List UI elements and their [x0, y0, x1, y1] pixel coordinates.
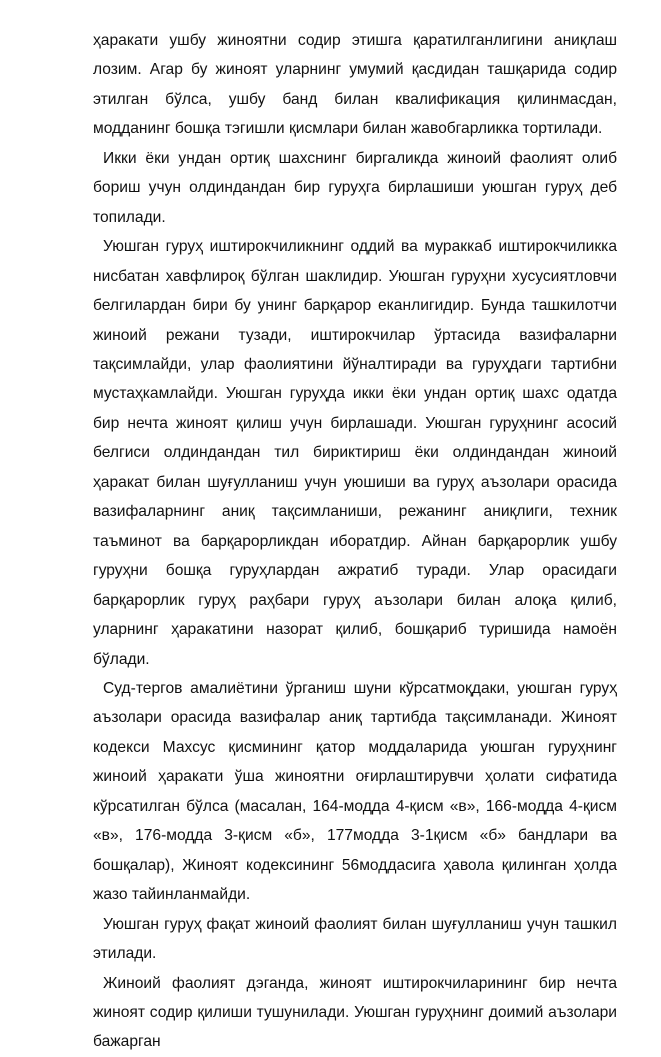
paragraph-3: Уюшган гуруҳ иштирокчиликнинг оддий ва мураккаб иштирокчиликка нисбатан хавфлироқ бўлган шаклидир. Уюшган гуруҳни хусусиятловчи белгилардан бири бу унинг барқарор еканлигидир. Бунда ташкилотчи жиноий режани тузади, иштирокчилар ўртасида вазифаларни тақсимлайди, улар фаолиятини йўналтиради ва гуруҳдаги тартибни мустаҳкамлайди. Уюшган гуруҳда икки ёки ундан ортиқ шахс одатда бир нечта жиноят қилиш учун бирлашади. Уюшган гуруҳнинг асосий белгиси олдиндандан тил бириктириш ёки олдиндандан жиноий ҳаракат билан шуғулланиш учун уюшиши ва гуруҳ аъзолари орасида вазифаларнинг аниқ тақсимланиши, режанинг аниқлиги, техник таъминот ва барқарорликдан иборатдир. Айнан барқарорлик ушбу гуруҳни бошқа гуруҳлардан ажратиб туради. Улар орасидаги барқарорлик гуруҳ раҳбари гуруҳ аъзолари билан алоқа қилиб, уларнинг ҳаракатини назорат қилиб, бошқариб туришида намоён бўлади.	[93, 238, 617, 668]
paragraph-1: ҳаракати ушбу жиноятни содир этишга қаратилганлигини аниқлаш лозим. Агар бу жиноят уларнинг умумий қасдидан ташқарида содир этилган бўлса, ушбу банд билан квалификация қилинмасдан, модданинг бошқа тэгишли қисмлари билан жавобгарликка тортилади.	[93, 32, 617, 138]
paragraph-2: Икки ёки ундан ортиқ шахснинг биргаликда жиноий фаолият олиб бориш учун олдиндандан бир гуруҳга бирлашиши уюшган гуруҳ деб топилади.	[93, 149, 617, 226]
document-page	[93, 26, 617, 1057]
paragraph-5: Уюшган гуруҳ фақат жиноий фаолият билан шуғулланиш учун ташкил этилади.	[93, 915, 617, 963]
paragraph-6: Жиноий фаолият дэганда, жиноят иштирокчиларининг бир нечта жиноят содир қилиши тушунилади. Уюшган гуруҳнинг доимий аъзолари бажарган	[93, 974, 617, 1051]
paragraph-4: Суд-тергов амалиётини ўрганиш шуни кўрсатмоқдаки, уюшган гуруҳ аъзолари орасида вазифалар аниқ тартибда тақсимланади. Жиноят кодекси Махсус қисмининг қатор моддаларида уюшган гуруҳнинг жиноий ҳаракати ўша жиноятни оғирлаштирувчи ҳолати сифатида кўрсатилган бўлса (масалан, 164-модда 4-қисм «в», 166-модда 4-қисм «в», 176-модда 3-қисм «б», 177модда 3-1қисм «б» бандлари ва бошқалар), Жиноят кодексининг 56моддасига ҳавола қилинган ҳолда жазо тайинланмайди.	[93, 679, 617, 904]
